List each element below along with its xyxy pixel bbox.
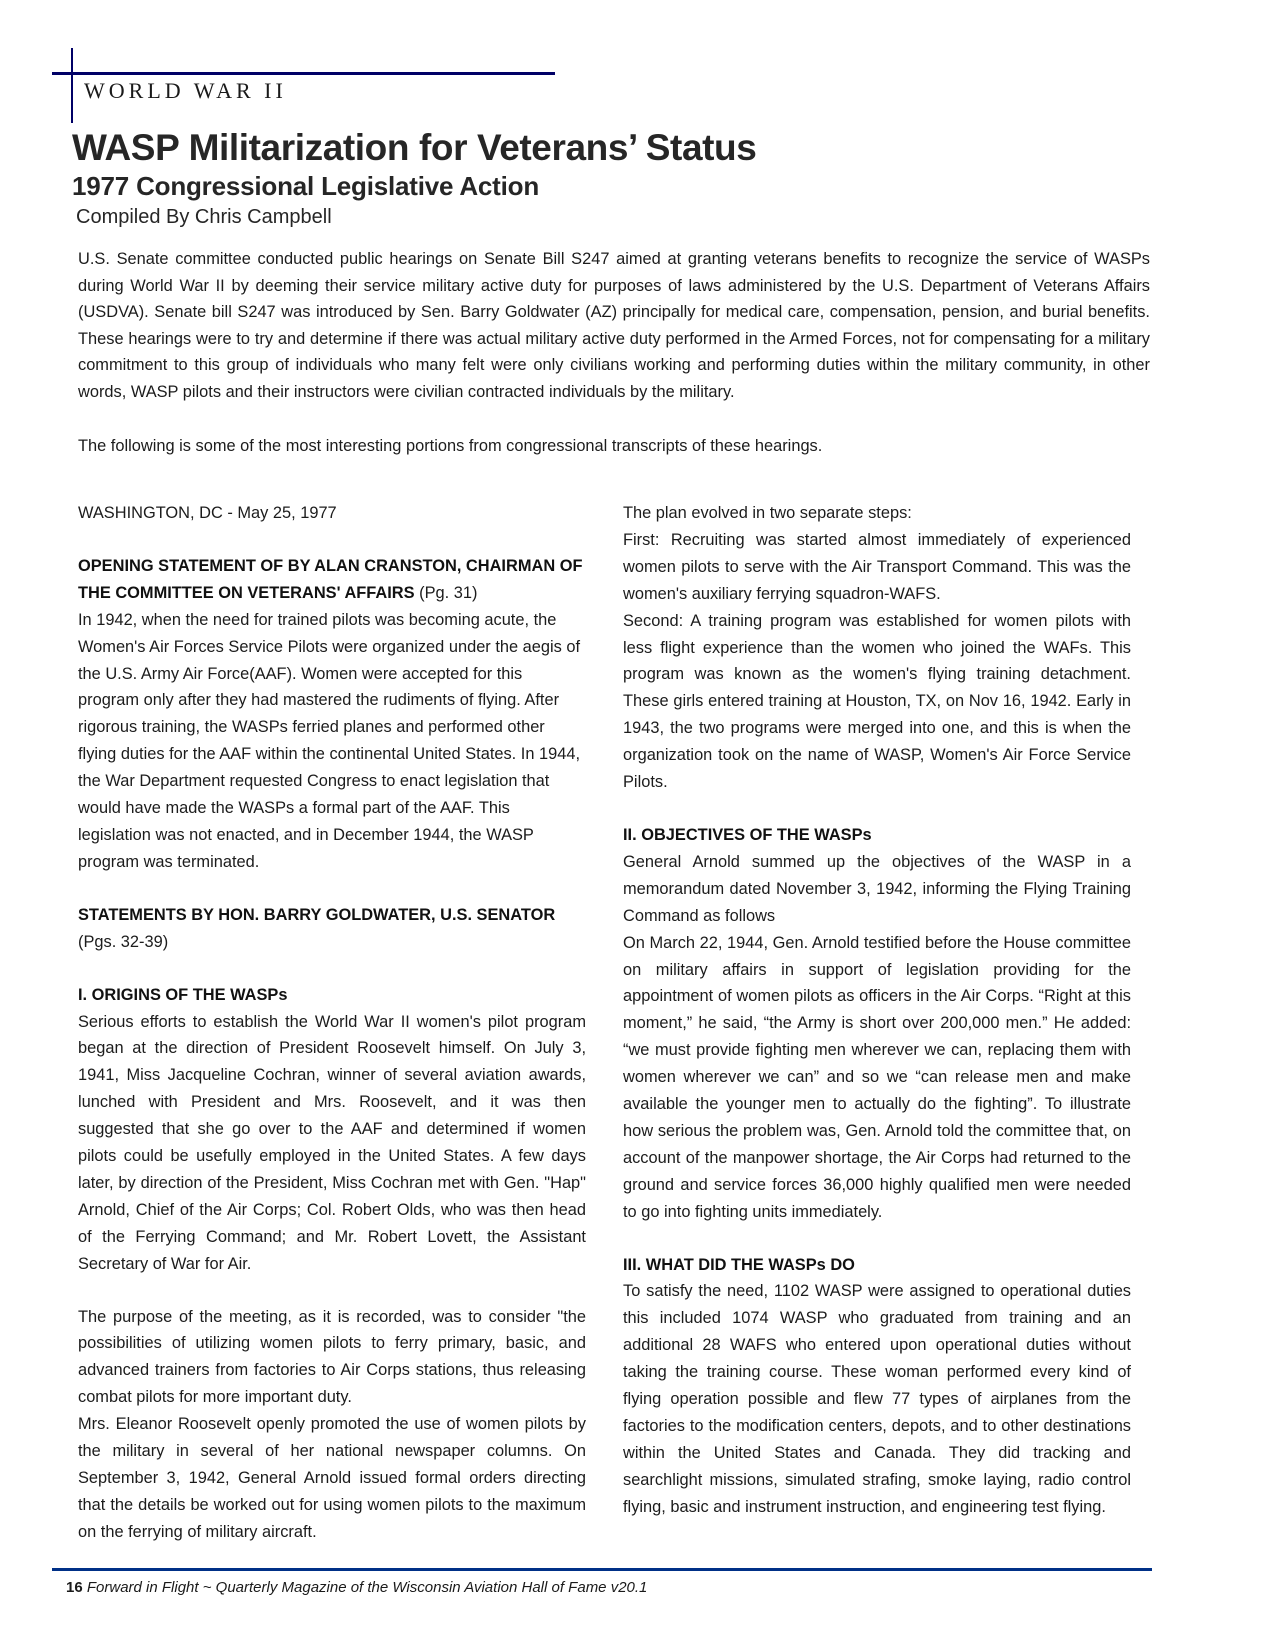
intro-section — [78, 246, 1150, 460]
right-body-2: First: Recruiting was started almost immediately of experienced women pilots to serve with the Air Transport Command. This was the women's auxiliary ferrying squadron-WAFS. — [623, 530, 1131, 603]
masthead-kicker: WORLD WAR II — [84, 78, 287, 103]
right-body-1: The plan evolved in two separate steps: — [623, 504, 912, 522]
left-heading-3: I. ORIGINS OF THE WASPs — [78, 985, 288, 1004]
footer — [66, 1579, 647, 1596]
left-heading-1-bold: OPENING STATEMENT OF BY ALAN CRANSTON, CHAIRMAN OF THE COMMITTEE ON VETERANS' AFFAIRS — [78, 556, 583, 602]
page-title: WASP Militarization for Veterans’ Status — [72, 127, 757, 168]
left-heading-2: STATEMENTS BY HON. BARRY GOLDWATER, U.S. SENATOR — [78, 905, 556, 924]
page-subtitle: 1977 Congressional Legislative Action — [72, 170, 540, 201]
right-heading-2: III. WHAT DID THE WASPs DO — [623, 1255, 855, 1274]
left-heading-2-sub: (Pgs. 32-39) — [78, 932, 169, 951]
left-body-3: The purpose of the meeting, as it is recorded, was to consider "the possibilities of utilizing women pilots to ferry primary, basic, and advanced trainers from factories to Air Corps stations, thus releasing combat pilots for more important duty. — [78, 1307, 586, 1407]
left-heading-1-suffix: (Pg. 31) — [414, 583, 478, 602]
title-block — [72, 128, 1172, 229]
page-number: 16 — [66, 1579, 83, 1596]
masthead — [0, 0, 1275, 120]
masthead-vertical-rule — [71, 48, 73, 123]
right-heading-1: II. OBJECTIVES OF THE WASPs — [623, 825, 872, 844]
right-body-5: On March 22, 1944, Gen. Arnold testified before the House committee on military affairs in support of legislation providing for the appointment of women pilots as officers in the Air Corps. “Right at this moment,” he said, “the Army is short over 200,000 men.” He added: “we must provide fighting men wherever we can, replacing them with women wherever we can” and so we “can release men and make available the younger men to actually do the fighting”. To illustrate how serious the problem was, Gen. Arnold told the committee that, on account of the manpower shortage, the Air Corps had returned to the ground and service forces 36,000 highly qualified men were needed to go into fighting units immediately. — [623, 933, 1131, 1221]
left-body-1: In 1942, when the need for trained pilots was becoming acute, the Women's Air Forces Service Pilots were organized under the aegis of the U.S. Army Air Force(AAF). Women were accepted for this program only after they had mastered the rudiments of flying. After rigorous training, the WASPs ferried planes and performed other flying duties for the AAF within the continental United States. In 1944, the War Department requested Congress to enact legislation that would have made the WASPs a formal part of the AAF. This legislation was not enacted, and in December 1944, the WASP program was terminated. — [78, 610, 581, 871]
dateline: WASHINGTON, DC - May 25, 1977 — [78, 504, 337, 522]
byline: Compiled By Chris Campbell — [76, 205, 332, 228]
right-body-6: To satisfy the need, 1102 WASP were assigned to operational duties this included 1074 WASP who graduated from training and an additional 28 WAFS who entered upon operational duties without taking the training course. These woman performed every kind of flying operation possible and flew 77 types of airplanes from the factories to the modification centers, depots, and to other destinations within the United States and Canada. They did tracking and searchlight missions, simulated strafing, smoke laying, radio control flying, basic and instrument instruction, and engineering test flying. — [623, 1282, 1131, 1516]
left-body-4: Mrs. Eleanor Roosevelt openly promoted the use of women pilots by the military in several of her national newspaper columns. On September 3, 1942, General Arnold issued formal orders directing that the details be worked out for using women pilots to the maximum on the ferrying of military aircraft. — [78, 1415, 586, 1541]
left-column — [78, 500, 586, 1546]
body-columns — [78, 500, 1150, 1541]
intro-paragraph-2: The following is some of the most interesting portions from congressional transcripts of these hearings. — [78, 437, 823, 456]
right-body-3: Second: A training program was established for women pilots with less flight experience than the women who joined the WAFs. This program was known as the women's flying training detachment. These girls entered training at Houston, TX, on Nov 16, 1942. Early in 1943, the two programs were merged into one, and this is when the organization took on the name of WASP, Women's Air Force Service Pilots. — [623, 611, 1131, 792]
intro-paragraph-1: U.S. Senate committee conducted public hearings on Senate Bill S247 aimed at granting veterans benefits to recognize the service of WASPs during World War II by deeming their service military active duty for purposes of laws administered by the U.S. Department of Veterans Affairs (USDVA). Senate bill S247 was introduced by Sen. Barry Goldwater (AZ) principally for medical care, compensation, pension, and burial benefits. These hearings were to try and determine if there was actual military active duty performed in the Armed Forces, not for compensating for a military commitment to this group of individuals who many felt were only civilians working and performing duties within the military community, in other words, WASP pilots and their instructors were civilian contracted individuals by the military. — [78, 250, 1150, 401]
left-heading-1 — [78, 553, 586, 607]
footer-publication: Forward in Flight ~ Quarterly Magazine of the Wisconsin Aviation Hall of Fame v20.1 — [86, 1579, 648, 1596]
right-body-4: General Arnold summed up the objectives of the WASP in a memorandum dated November 3, 1942, informing the Flying Training Command as follows — [623, 852, 1131, 925]
right-column — [623, 500, 1131, 1521]
masthead-horizontal-rule — [52, 72, 555, 75]
footer-rule — [52, 1568, 1152, 1571]
left-body-2: Serious efforts to establish the World War II women's pilot program began at the direction of President Roosevelt himself. On July 3, 1941, Miss Jacqueline Cochran, winner of several aviation awards, lunched with President and Mrs. Roosevelt, and it was then suggested that she go over to the AAF and determined if women pilots could be usefully employed in the United States. A few days later, by direction of the President, Miss Cochran met with Gen. "Hap" Arnold, Chief of the Air Corps; Col. Robert Olds, who was then head of the Ferrying Command; and Mr. Robert Lovett, the Assistant Secretary of War for Air. — [78, 1012, 586, 1273]
